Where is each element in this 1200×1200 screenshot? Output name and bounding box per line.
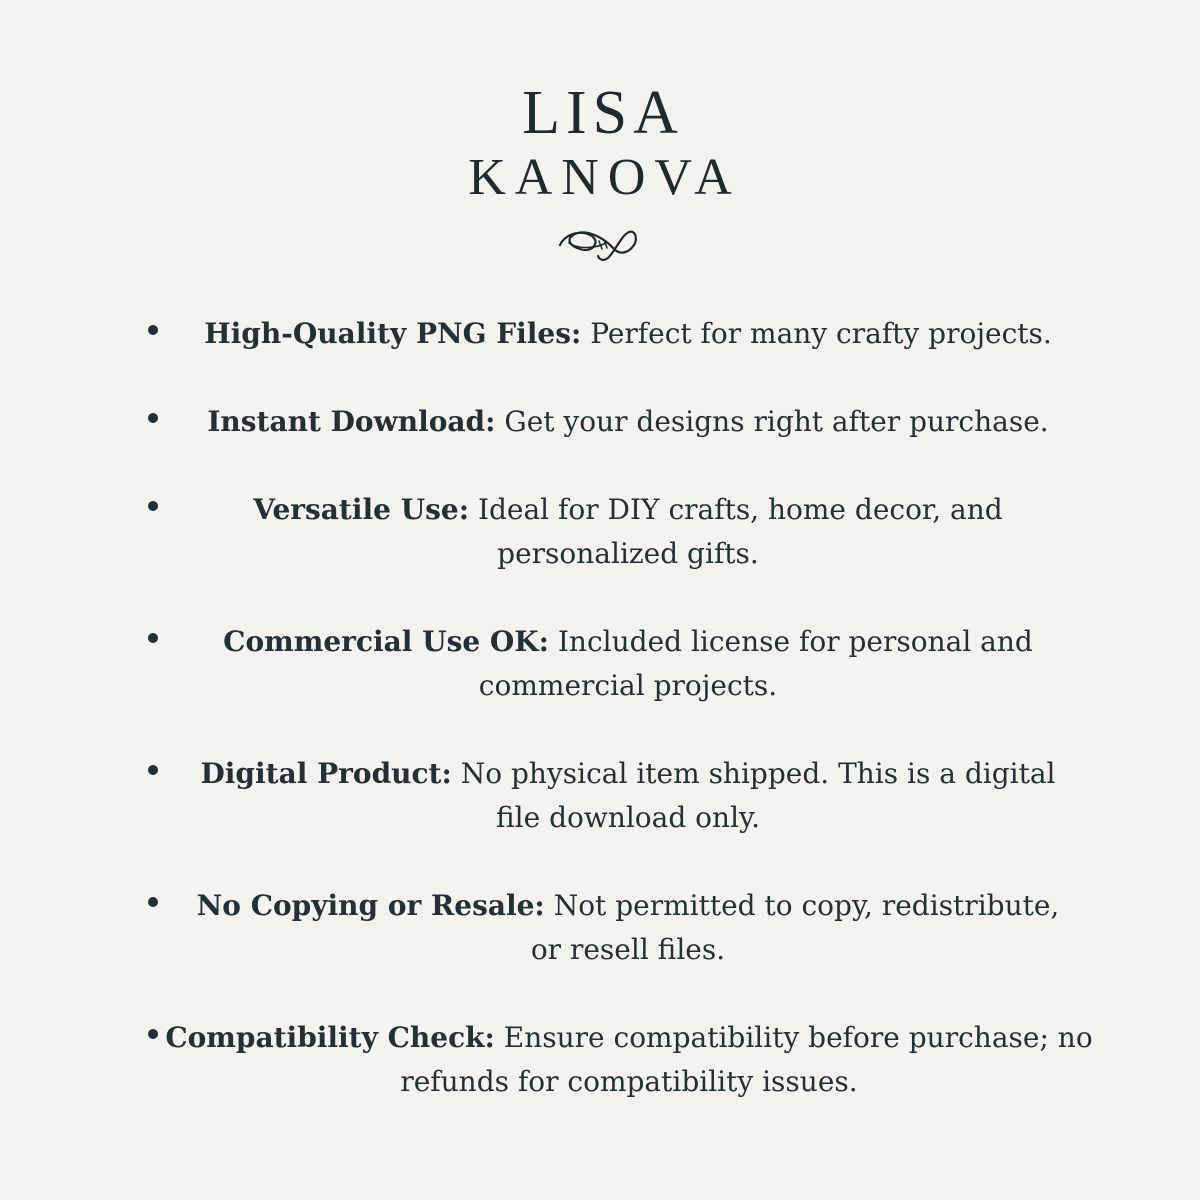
bullet-icon <box>148 413 158 423</box>
feature-title: Compatibility Check: <box>165 1021 495 1054</box>
feature-title: Versatile Use: <box>253 493 470 526</box>
brand-last-name: KANOVA <box>468 149 741 206</box>
feature-copy <box>178 752 1078 840</box>
bullet-icon <box>148 765 158 775</box>
bullet-icon <box>148 501 158 511</box>
feature-title: Digital Product: <box>200 757 452 790</box>
feature-description: Ensure compatibility before purchase; no refunds for compatibility issues. <box>400 1021 1093 1098</box>
feature-list-item <box>148 620 1108 730</box>
feature-list-item <box>148 1016 1108 1126</box>
bullet-icon <box>148 897 158 907</box>
feature-copy <box>188 400 1068 444</box>
feature-description: No physical item shipped. This is a digital file download only. <box>460 757 1056 834</box>
feature-description: Not permitted to copy, redistribute, or resell files. <box>530 889 1060 966</box>
feature-list-item <box>148 488 1108 598</box>
feature-title: Commercial Use OK: <box>223 625 549 658</box>
feature-description: Perfect for many crafty projects. <box>590 317 1052 350</box>
feature-copy <box>188 488 1068 576</box>
feature-copy <box>188 312 1068 356</box>
feature-description: Get your designs right after purchase. <box>504 405 1049 438</box>
feature-copy <box>188 620 1068 708</box>
feature-title: High-Quality PNG Files: <box>204 317 582 350</box>
feature-title: Instant Download: <box>207 405 496 438</box>
feature-title: No Copying or Resale: <box>196 889 545 922</box>
feature-list-item <box>148 752 1108 862</box>
feature-copy <box>178 884 1078 972</box>
feature-copy <box>164 1016 1094 1104</box>
feature-description: Ideal for DIY crafts, home decor, and personalized gifts. <box>477 493 1003 570</box>
feature-list-item <box>148 884 1108 994</box>
brand-first-name: LISA <box>522 79 684 147</box>
bullet-icon <box>148 633 158 643</box>
feature-description: Included license for personal and commercial projects. <box>478 625 1033 702</box>
bullet-icon <box>148 1029 158 1039</box>
bullet-icon <box>148 325 158 335</box>
